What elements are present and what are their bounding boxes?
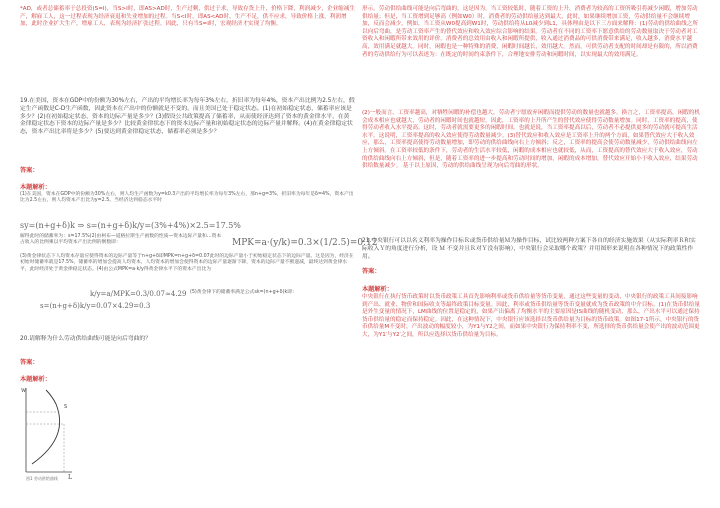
formula-capital-output: k/y=a/MPK=0.3/0.07≈4.29: [90, 290, 187, 298]
question-21: 21.中央银行可以以名义利率为操作目标Ｒ或货币供给量Ｍ为操作目标，试比较两种方案下各自的经济实施效果（从实际利率Ｒ和实际收入Ｙ的角度进行分析，设 Ｍ 不变并且Ｒ对Ｙ没有影响），中央银行会采取哪个政策？并用图形来说明在各种情况下的政策性作用。: [362, 238, 696, 260]
y-axis-label: w: [21, 387, 27, 394]
formula-mpk: MPK=a·(y/k)=0.3×(1/2.5)=0.12: [232, 238, 378, 248]
question-20: 20.请解释为什么劳动供给曲线可能是向后弯曲的？: [20, 336, 151, 342]
answer-label-21: 答案：: [362, 268, 381, 275]
supply-curve: [32, 390, 60, 464]
labor-supply-figure: [20, 384, 75, 482]
analysis-21: 中央银行在执行货币政策时以货币政策工具首先影响利率或货币供给量等货币变量，通过这些变量的变动，中央银行的政策工具间接影响到产出、就业、物价和国际收支等最终政策目标变量。因此，利率或货币供给量等货币变量就成为货币政策的中介目标。(1)在货币供给量是外生变量的情况下，LM曲线的位置是稳定的，如果产出偏离了均衡水平的主要原因是IS曲线的随机变动，那么，产出水平可以通过保持货币供给量的稳定而保持稳定。因此，在这种情况下，中央银行应该选择以货币供给量为目标的货币政策。如图17-1所示，中央银行的货币供给量M不变时，产出波动的幅度较小，为Y1与Y2之间，而如果中央银行为保持利率不变，所选择的货币供给量会使产出的波动范围更大，为Y1′与Y2′之间，所以应选择以货币供给量为目标。: [362, 294, 700, 338]
analysis-19-part4: (5)黄金律下的储蓄率满足公式sk=(n+g+δ)k即：: [190, 290, 297, 295]
right-column: [362, 0, 700, 508]
labor-supply-chart: [20, 384, 75, 482]
right-top-paragraph: 形示。劳动供给曲线可能是向后弯曲的，这是因为，当工资较低时，随着工资的上升，消费者为较高的工资所吸引将减少闲暇，增加劳动供给量；但是，当工资增到足够高（例如W0）时，消费者的劳动供给量达到最大，此时，如果继续增加工资，劳动供给量不会继续增加，反而会减少，例如，当工资从W0提高到W1时，劳动供给将从L0减少到L1，具体理由是以下三方面来解释：(1)劳动的供给曲线之所以向后弯曲，是劳动工资率产生的替代效应和收入效应综合影响的结果。劳动者在不同的工资率下愿意供给的劳动数量取决于劳动者对工资收入和闲暇所带来效用的评价。消费者的总效用由收入和闲暇所提供，收入通过消费品的可供消费带来满足，收入越多，消费水平越高，效用满足就越大。同时，闲暇也是一种特殊的消费，闲暇时间越长，效用越大。然而，可供劳动者支配的时间却是有限的，所以消费者的劳动供给行为可以表述为：在既定的时间约束条件下，合理地安排劳动和闲暇时间，以实现最大的效用满足。: [362, 6, 698, 58]
answer-label-19: 答案：: [20, 167, 39, 174]
figure-caption: 图1 劳动供给曲线: [26, 476, 58, 481]
analysis-label-19: 本题解析：: [20, 184, 51, 191]
left-top-paragraph: *AD，或者总储蓄率于总投资(S=I)，当S>I时，即AS>AD时，生产过剩，供过于求，导致存货上升，价格下降，利润减少，企业缩减生产，解雇工人，这一过程表现为经济衰退和失业增加的过程。当S<I时，即AS<AD时，生产不足，供不应求，导致价格上涨，利润增加，此时企业扩大生产，增雇工人，表现为经济扩张过程。因此，只有当S=I时，宏观经济才实现了均衡。: [20, 6, 355, 28]
formula-golden-savings: s=(n+g+δ)k/y=0.07×4.29=0.3: [40, 302, 151, 310]
analysis-label-21: 本题解析：: [362, 286, 393, 293]
analysis-19-part2: 解得此时的储蓄率为：s=17.5%(2)由柯布—道格拉斯生产函数的性质—资本边际产量和…资本占收入的比例乘以平均资本产出比例的倒数即：: [20, 234, 222, 246]
analysis-19-part1: (1)在美国，资本在GDP中的份额为30%左右，则人均生产函数为y=k0.3产出的平均增长率为每年3%左右，那n+g=3%，折旧率为每年是δ=4%，资本产出比为2.5左右，则人均资本产出比为y=2.5。当经济达到稳态水平时: [20, 192, 354, 204]
formula-savings-rate: sy=(n+g+δ)k ⇒ s=(n+g+δ)k/y=(3%+4%)×2.5=17.5%: [20, 221, 241, 230]
analysis-label-20: 本题解析：: [20, 376, 51, 383]
right-mid-paragraph: (2)一般而言，工资率越高，对牺牲闲暇的补偿也越大，劳动者宁愿放弃闲暇而提供劳动的数量也就越多。换言之，工资率提高，闲暇的机会成本相应也就越大，劳动者的闲暇时间也就越短。因此，工资率的上升所产生的替代效应使得劳动数量增加。同时，工资率的提高，使得劳动者收入水平提高。这时，劳动者就需要更多的闲暇时间。也就是说，当工资率提高以后，劳动者不必提供更多的劳动就可提高生活水平。这说明，工资率提高的收入效应使得劳动数量减少。(3)替代效应和收入效应是工资率上升的两个方面，如果替代效应大于收入效应，那么，工资率提高使得劳动数量增加，即劳动的供给曲线向右上方倾斜；反之，工资率的提高会使劳动数量减少，劳动供给曲线向左上方倾斜。在工资率较低的条件下，劳动者的生活水平较低，闲暇的成本相应也就较低，从而，工资提高的替代效应大于收入效应，劳动的供给曲线向右上方倾斜，但是，随着工资率的进一步提高和劳动时间的增加，闲暇的成本增加，替代效应开始小于收入效应，结果劳动供给数量减少。 基于以上原因，劳动的供给曲线呈现为向后弯曲的形状。: [362, 110, 700, 170]
curve-label: S: [64, 404, 68, 410]
question-19: 19.在美国，资本在GDP中的份额为30%左右，产出的平均增长率为每年3%左右，折旧率为每年4%，资本产出比例为2.5左右，假定生产函数是C-D生产函数，因此资本在产出中的份额就是不变的，而且美国已处于稳定状态。(1)在初始稳定状态，储蓄率应该是多少？(2)在初始稳定状态，资本的边际产量是多少？(3)假设公共政策提高了储蓄率，从而使经济达到了资本的黄金律水平，在黄金律稳定状态下资本的边际产量是多少？比较黄金律状态下的资本边际产量和初始稳定状态的边际产量并解释。(4)在黄金律稳定状态，资本产出比率将是多少？(5)要达到黄金律稳定状态，储蓄率必须是多少？: [20, 98, 355, 136]
left-column: [20, 0, 378, 508]
analysis-19-part3: (3)黄金律状态下人均资本存量应使得资本的边际产量等于n+g+δ即MPK=n+g+δ=0.07此时的边际产量小于初始稳定状态下的边际产量。这是因为，经济在初始时储蓄率就是17.5%，储蓄率的增加会提高人均资本，人均资本的增加会使得资本的边际产量逐渐下降，资本的边际产量不断递减，最终达到黄金律水平，此时经济处于黄金律稳定状态。(4)由公式MPK=a·k/y得黄金律水平下的资本产出比为: [20, 254, 354, 272]
x-axis-label: L: [68, 474, 72, 481]
answer-label-20: 答案：: [20, 359, 39, 366]
